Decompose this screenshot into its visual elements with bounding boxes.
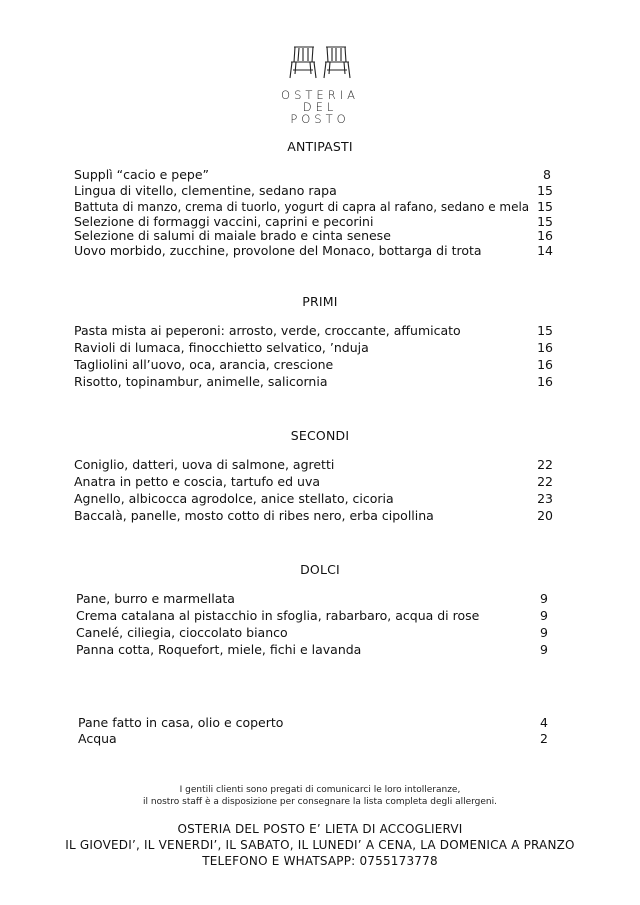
menu-item: Selezione di formaggi vaccini, caprini e pecorini xyxy=(74,214,374,229)
menu-item: Tagliolini all’uovo, oca, arancia, crescione xyxy=(74,357,334,372)
footer-phone: TELEFONO E WHATSAPP: 0755173778 xyxy=(202,854,438,868)
menu-item-price: 20 xyxy=(537,508,553,523)
menu-item: Battuta di manzo, crema di tuorlo, yogurt di capra al rafano, sedano e mela xyxy=(74,200,530,214)
menu-item-price: 16 xyxy=(537,357,553,372)
menu-item: Selezione di salumi di maiale brado e cinta senese xyxy=(74,228,391,243)
menu-item-price: 9 xyxy=(540,591,548,606)
menu-item: Agnello, albicocca agrodolce, anice stellato, cicoria xyxy=(74,491,394,506)
menu-item-price: 15 xyxy=(537,323,553,338)
menu-item: Ravioli di lumaca, finocchietto selvatico, ’nduja xyxy=(74,340,369,355)
section-title-antipasti: ANTIPASTI xyxy=(287,139,353,154)
menu-item-price: 15 xyxy=(537,183,553,198)
menu-item: Pane, burro e marmellata xyxy=(76,591,235,606)
menu-item-price: 8 xyxy=(543,167,551,182)
brand-line-posto: POSTO xyxy=(290,112,350,126)
footer-welcome: OSTERIA DEL POSTO E’ LIETA DI ACCOGLIERVI xyxy=(177,822,463,836)
menu-item-price: 16 xyxy=(537,374,553,389)
brand-line-osteria: OSTERIA xyxy=(281,88,359,102)
menu-item: Risotto, topinambur, animelle, salicornia xyxy=(74,374,328,389)
allergen-note-line-2: il nostro staff è a disposizione per consegnare la lista completa degli allergeni. xyxy=(143,797,497,807)
menu-item-price: 22 xyxy=(537,457,553,472)
menu-item-price: 2 xyxy=(540,731,548,746)
menu-item-price: 15 xyxy=(537,199,553,214)
menu-item: Pane fatto in casa, olio e coperto xyxy=(78,715,284,730)
menu-item-price: 15 xyxy=(537,214,553,229)
section-title-secondi: SECONDI xyxy=(290,428,350,443)
section-title-primi: PRIMI xyxy=(302,294,338,309)
menu-item: Lingua di vitello, clementine, sedano rapa xyxy=(74,183,337,198)
menu-item-price: 9 xyxy=(540,642,548,657)
brand-line-del: DEL xyxy=(302,100,338,114)
menu-item-price: 22 xyxy=(537,474,553,489)
menu-item-price: 14 xyxy=(537,243,553,258)
menu-item: Uovo morbido, zucchine, provolone del Monaco, bottarga di trota xyxy=(74,243,482,258)
menu-item: Anatra in petto e coscia, tartufo ed uva xyxy=(74,474,320,489)
section-title-dolci: DOLCI xyxy=(300,562,340,577)
footer-opening-days: IL GIOVEDI’, IL VENERDI’, IL SABATO, IL LUNEDI’ A CENA, LA DOMENICA A PRANZO xyxy=(65,838,575,852)
menu-item-price: 23 xyxy=(537,491,553,506)
menu-item: Pasta mista ai peperoni: arrosto, verde, croccante, affumicato xyxy=(74,323,461,338)
menu-item: Crema catalana al pistacchio in sfoglia, rabarbaro, acqua di rose xyxy=(76,608,480,623)
allergen-note-line-1: I gentili clienti sono pregati di comunicarci le loro intolleranze, xyxy=(179,785,461,795)
menu-item: Baccalà, panelle, mosto cotto di ribes nero, erba cipollina xyxy=(74,508,434,523)
menu-item-price: 9 xyxy=(540,608,548,623)
menu-item: Panna cotta, Roquefort, miele, fichi e lavanda xyxy=(76,642,362,657)
menu-item-price: 9 xyxy=(540,625,548,640)
menu-item-price: 4 xyxy=(540,715,548,730)
menu-item: Canelé, ciliegia, cioccolato bianco xyxy=(76,625,288,640)
logo xyxy=(270,44,370,124)
menu-item: Acqua xyxy=(78,731,117,746)
menu-item-price: 16 xyxy=(537,228,553,243)
menu-item: Supplì “cacio e pepe” xyxy=(74,167,210,182)
menu-item: Coniglio, datteri, uova di salmone, agretti xyxy=(74,457,335,472)
two-chairs-icon xyxy=(288,44,352,86)
menu-item-price: 16 xyxy=(537,340,553,355)
